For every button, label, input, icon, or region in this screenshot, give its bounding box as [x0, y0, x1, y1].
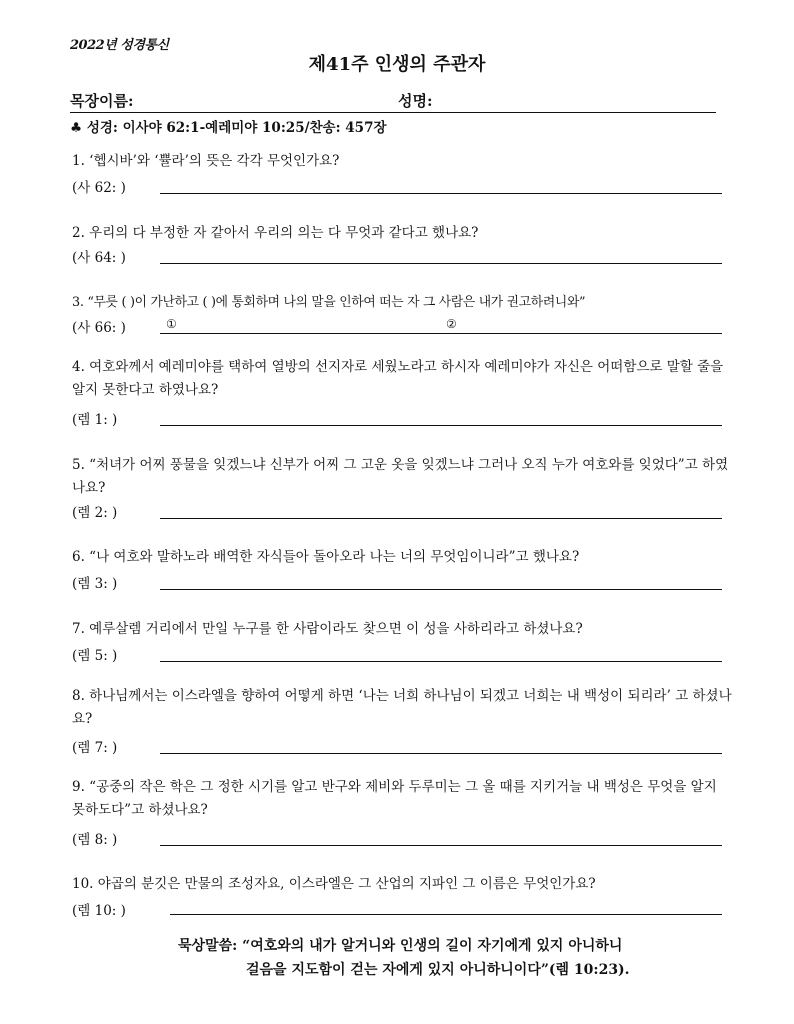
question-9-ref: (렘 8: ) — [72, 832, 118, 848]
answer-line-7[interactable] — [160, 661, 722, 662]
meditation-line-2: 걸음을 지도함이 걷는 자에게 있지 아니하니이다”(렘 10:23). — [246, 962, 630, 978]
blank-marker-2: ② — [446, 317, 457, 331]
question-6-text: 6. “나 여호와 말하노라 배역한 자식들아 돌아오라 나는 너의 무엇임이니라”고 했나요? — [72, 549, 580, 565]
question-3-ref: (사 66: ) — [72, 320, 126, 336]
question-5-ref: (렘 2: ) — [72, 505, 118, 521]
meditation-verse — [178, 934, 630, 982]
name-fields-row — [70, 90, 716, 113]
question-10-ref: (렘 10: ) — [72, 903, 126, 919]
question-4-text: 4. 여호와께서 예레미야를 택하여 열방의 선지자로 세웠노라고 하시자 예레미야가 자신은 어떠함으로 말할 줄을 알지 못한다고 하였나요? — [72, 359, 724, 398]
meditation-line-1: “여호와의 내가 알거니와 인생의 길이 자기에게 있지 아니하니 — [242, 938, 623, 954]
question-3-text: 3. “무릇 ( )이 가난하고 ( )에 통회하며 나의 말을 인하여 떠는 자 그 사람은 내가 권고하려니와” — [72, 295, 586, 310]
scripture-line — [70, 116, 387, 136]
answer-line-3[interactable] — [160, 333, 722, 334]
question-1-text: 1. ‘헵시바’와 ‘쁄라’의 뜻은 각각 무엇인가요? — [72, 153, 340, 169]
question-9-text: 9. “공중의 작은 학은 그 정한 시기를 알고 반구와 제비와 두루미는 그 올 때를 지키거늘 내 백성은 무엇을 알지 못하도다”고 하셨나요? — [72, 779, 717, 818]
answer-line-8[interactable] — [160, 753, 722, 754]
question-1-ref: (사 62: ) — [72, 180, 126, 196]
name-label: 성명: — [398, 92, 433, 110]
answer-line-2[interactable] — [160, 263, 722, 264]
answer-line-5[interactable] — [160, 518, 722, 519]
meditation-label: 묵상말씀: — [178, 938, 238, 954]
scripture-text: 성경: 이사야 62:1-예레미야 10:25/찬송: 457장 — [86, 120, 387, 136]
question-10-text: 10. 야곱의 분깃은 만물의 조성자요, 이스라엘은 그 산업의 지파인 그 이름은 무엇인가요? — [72, 876, 596, 892]
question-6-ref: (렘 3: ) — [72, 576, 118, 592]
answer-line-10[interactable] — [170, 914, 722, 915]
question-8-text: 8. 하나님께서는 이스라엘을 향하여 어떻게 하면 ‘나는 너희 하나님이 되겠고 너희는 내 백성이 되리라’ 고 하셨나요? — [72, 688, 732, 727]
answer-line-6[interactable] — [160, 589, 722, 590]
leader-label: 목장이름: — [70, 92, 134, 110]
answer-line-1[interactable] — [160, 193, 722, 194]
question-2-ref: (사 64: ) — [72, 250, 126, 266]
page-title: 제41주 인생의 주관자 — [308, 54, 486, 75]
question-2-text: 2. 우리의 다 부정한 자 같아서 우리의 의는 다 무엇과 같다고 했나요? — [72, 225, 479, 241]
question-7-text: 7. 예루살렘 거리에서 만일 누구를 한 사람이라도 찾으면 이 성을 사하리라고 하셨나요? — [72, 621, 583, 637]
question-5-text: 5. “처녀가 어찌 풍물을 잊겠느냐 신부가 어찌 그 고운 옷을 잊겠느냐 그러나 오직 누가 여호와를 잊었다”고 하였나요? — [72, 457, 729, 496]
question-7-ref: (렘 5: ) — [72, 648, 118, 664]
answer-line-9[interactable] — [160, 845, 722, 846]
club-icon: ♣ — [70, 120, 83, 136]
answer-line-4[interactable] — [160, 425, 722, 426]
question-4-ref: (렘 1: ) — [72, 412, 118, 428]
blank-marker-1: ① — [166, 317, 177, 331]
question-8-ref: (렘 7: ) — [72, 740, 118, 756]
header-note: 2022년 성경통신 — [70, 38, 169, 53]
